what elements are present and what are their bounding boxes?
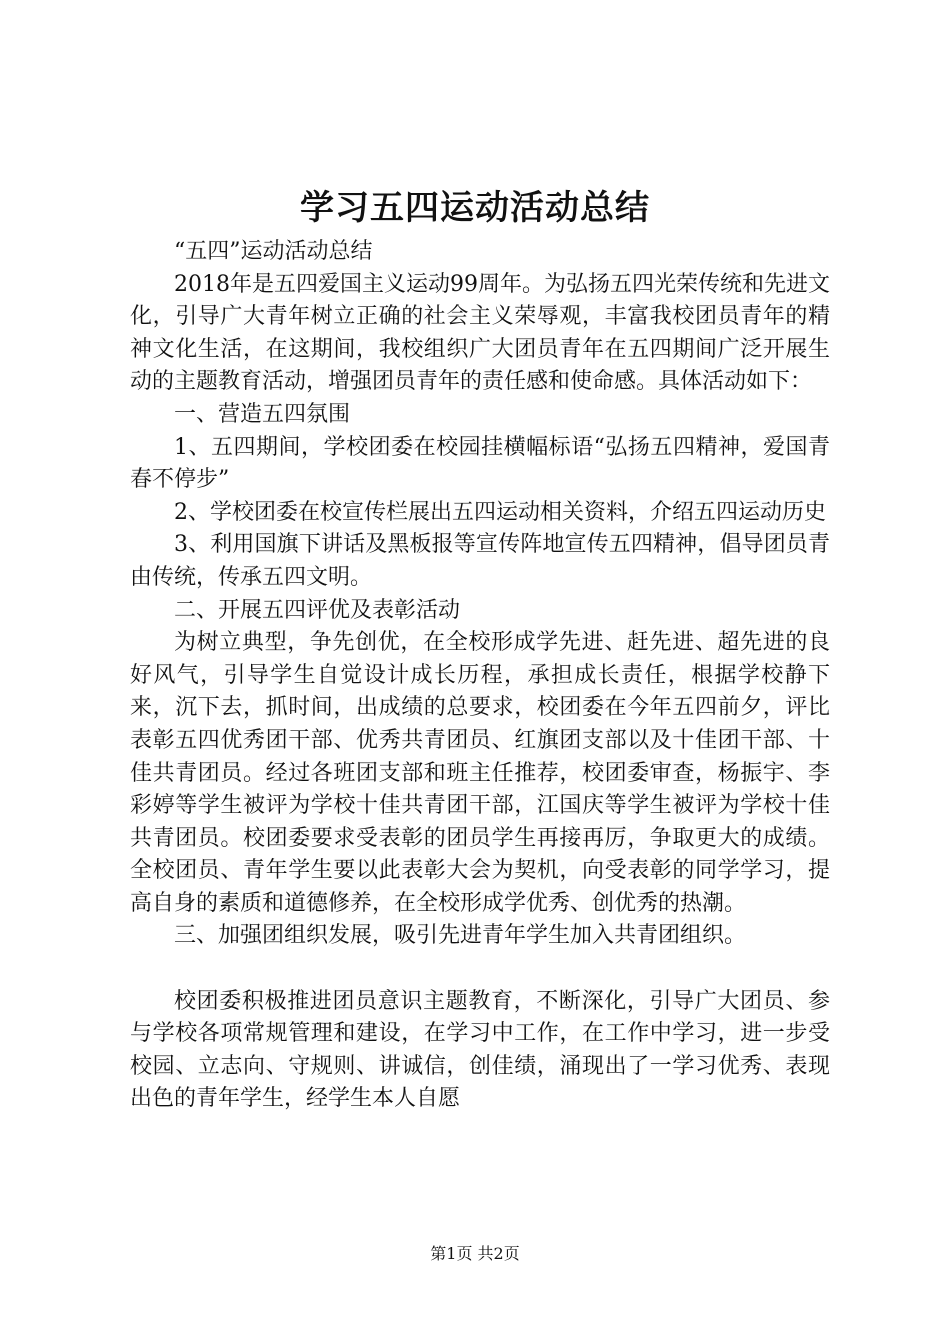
subtitle-paragraph: “五四”运动活动总结 [174, 239, 373, 264]
section-heading-1: 一、营造五四氛围 [174, 401, 351, 427]
section-heading-2: 二、开展五四评优及表彰活动 [174, 597, 461, 623]
section-2-paragraph: 为树立典型，争先创优，在全校形成学先进、赶先进、超先进的良好风气，引导学生自觉设计成长历程，承担成长责任，根据学校静下来，沉下去，抓时间，出成绩的总要求，校团委在今年五四前夕，评比表彰五四优秀团干部、优秀共青团员、红旗团支部以及十佳团干部、十佳共青团员。经过各班团支部和班主任推荐，校团委审查，杨振宇、李彩婷等学生被评为学校十佳共青团干部，江国庆等学生被评为学校十佳共青团员。校团委要求受表彰的团员学生再接再厉，争取更大的成绩。全校团员、青年学生要以此表彰大会为契机，向受表彰的同学学习，提高自身的素质和道德修养，在全校形成学优秀、创优秀的热潮。 [130, 630, 830, 916]
section-3-paragraph: 校团委积极推进团员意识主题教育，不断深化，引导广大团员、参与学校各项常规管理和建设，在学习中工作，在工作中学习，进一步受校园、立志向、守规则、讲诚信，创佳绩，涌现出了一学习优秀、表现出色的青年学生，经学生本人自愿 [130, 988, 830, 1112]
section-1-item-1: 1、五四期间，学校团委在校园挂横幅标语“弘扬五四精神，爱国青春不停步” [130, 434, 830, 493]
section-1-item-2: 2、学校团委在校宣传栏展出五四运动相关资料，介绍五四运动历史 [174, 499, 826, 525]
blank-line [130, 953, 830, 986]
section-heading-3: 三、加强团组织发展，吸引先进青年学生加入共青团组织。 [174, 923, 747, 949]
section-1-item-3: 3、利用国旗下讲话及黑板报等宣传阵地宣传五四精神，倡导团员青由传统，传承五四文明。 [130, 532, 830, 590]
document-body [130, 236, 830, 1116]
document-title: 学习五四运动活动总结 [300, 188, 650, 228]
page-number: 第1页 共2页 [430, 1244, 520, 1263]
intro-paragraph: 2018年是五四爱国主义运动99周年。为弘扬五四光荣传统和先进文化，引导广大青年树立正确的社会主义荣辱观，丰富我校团员青年的精神文化生活，在这期间，我校组织广大团员青年在五四期间广泛开展生动的主题教育活动，增强团员青年的责任感和使命感。具体活动如下： [130, 271, 830, 395]
